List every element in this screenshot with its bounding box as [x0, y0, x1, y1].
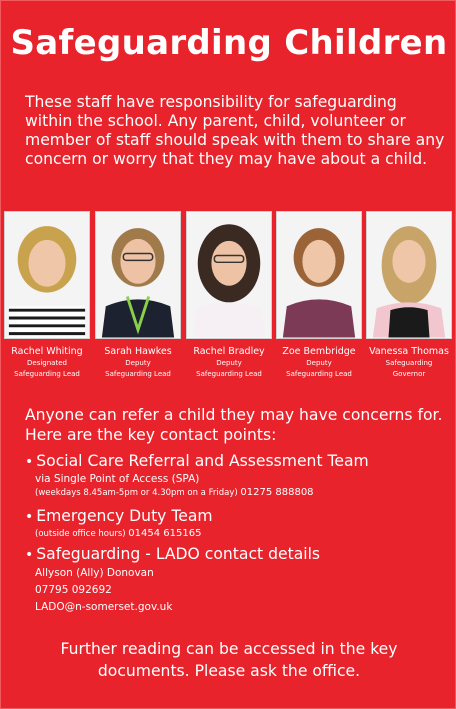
portrait-image	[277, 212, 361, 338]
contact-lado	[25, 545, 445, 616]
staff-gallery	[4, 211, 456, 386]
contact-hours-line	[25, 527, 445, 541]
staff-role-line1: Deputy	[125, 359, 151, 367]
portrait-image	[96, 212, 180, 338]
lado-name: Allyson (Ally) Donovan	[35, 567, 154, 579]
staff-photo-zoe-bembridge	[276, 211, 362, 339]
staff-card-5	[366, 211, 452, 380]
staff-photo-vanessa-thomas	[366, 211, 452, 339]
contact-line: via Single Point of Access (SPA)	[35, 473, 200, 485]
bullet-icon: •	[25, 454, 34, 470]
contact-social-care	[25, 452, 445, 500]
staff-role-line1: Deputy	[216, 359, 242, 367]
staff-role-line1: Safeguarding	[385, 359, 433, 367]
staff-name: Zoe Bembridge	[282, 346, 356, 357]
further-reading	[1, 638, 456, 682]
staff-photo-rachel-bradley	[186, 211, 272, 339]
staff-role-line1: Designated	[27, 359, 67, 367]
lado-phone: 07795 092692	[35, 584, 112, 596]
contact-title: Safeguarding - LADO contact details	[36, 545, 321, 563]
contact-title: Emergency Duty Team	[36, 507, 213, 525]
staff-role-line2: Safeguarding Lead	[105, 370, 171, 378]
further-line-2: documents. Please ask the office.	[97, 662, 361, 680]
staff-name: Rachel Bradley	[193, 346, 265, 357]
staff-photo-sarah-hawkes	[95, 211, 181, 339]
bullet-icon: •	[25, 547, 34, 563]
portrait-image	[187, 212, 271, 338]
contact-phone: 01454 615165	[128, 528, 202, 539]
bullet-icon: •	[25, 509, 34, 525]
staff-role-line2: Safeguarding Lead	[196, 370, 262, 378]
contact-phone: 01275 888808	[240, 487, 314, 498]
further-line-1: Further reading can be accessed in the key	[60, 640, 398, 658]
contact-emergency	[25, 507, 445, 541]
staff-photo-rachel-whiting	[4, 211, 90, 339]
staff-card-2	[95, 211, 181, 380]
staff-card-1	[4, 211, 90, 380]
staff-card-3	[186, 211, 272, 380]
staff-role-line2: Safeguarding Lead	[286, 370, 352, 378]
portrait-image	[5, 212, 89, 338]
staff-role-line1: Deputy	[306, 359, 332, 367]
staff-role-line2: Safeguarding Lead	[14, 370, 80, 378]
staff-role-line2: Governor	[392, 370, 426, 378]
contact-hours: (outside office hours)	[35, 529, 126, 539]
staff-name: Rachel Whiting	[11, 346, 83, 357]
staff-card-4	[276, 211, 362, 380]
intro-text: These staff have responsibility for safeguarding within the school. Any parent, child, volunteer or member of staff should speak with them to share any concern or worry that they may have about a child.	[25, 93, 445, 168]
refer-text: Anyone can refer a child they may have concerns for. Here are the key contact points:	[25, 406, 443, 444]
staff-name: Sarah Hawkes	[104, 346, 172, 357]
poster-title: Safeguarding Children	[10, 23, 448, 63]
lado-email: LADO@n-somerset.gov.uk	[35, 601, 173, 613]
contact-title: Social Care Referral and Assessment Team	[36, 452, 369, 470]
staff-name: Vanessa Thomas	[369, 346, 449, 357]
contact-hours: (weekdays 8.45am-5pm or 4.30pm on a Friday)	[35, 488, 238, 498]
portrait-image	[367, 212, 451, 338]
contact-hours-line	[25, 486, 445, 500]
